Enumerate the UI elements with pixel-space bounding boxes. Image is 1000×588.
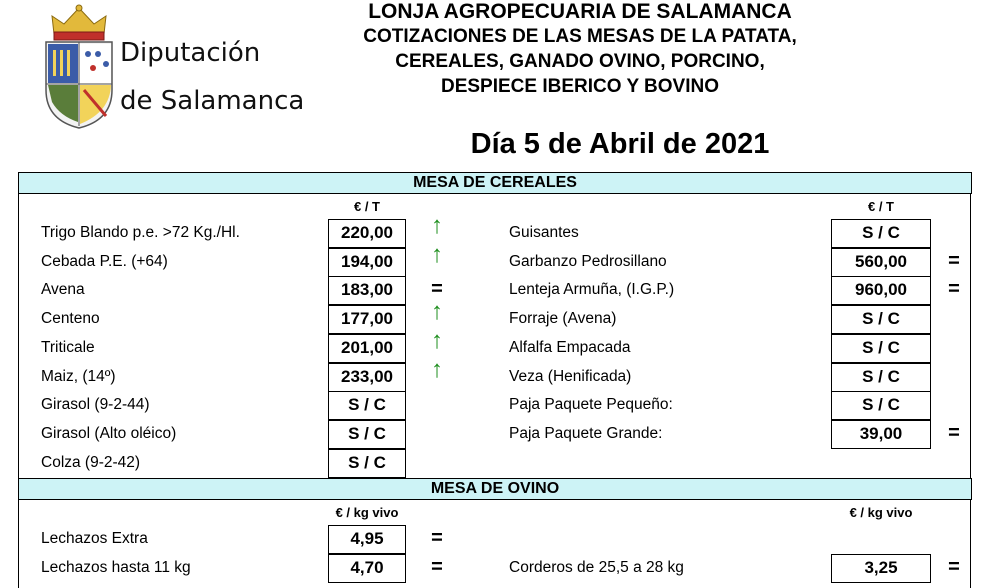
row-label: Triticale: [41, 338, 95, 356]
price-value: S / C: [831, 363, 931, 392]
subtitle-line: DESPIECE IBERICO Y BOVINO: [440, 76, 720, 97]
trend-up-icon: ↑: [431, 212, 443, 239]
subtitle-line: COTIZACIONES DE LAS MESAS DE LA PATATA,: [363, 26, 797, 47]
row-label: Lenteja Armuña, (I.G.P.): [509, 281, 675, 299]
logo-line-1: Diputación: [120, 38, 261, 68]
price-value: 194,00: [328, 248, 406, 277]
trend-equal-icon: =: [948, 249, 960, 272]
row-label: Guisantes: [509, 224, 579, 241]
price-value: S / C: [831, 305, 931, 334]
section-ovino-header: MESA DE OVINO: [18, 478, 972, 500]
subtitle-line: CEREALES, GANADO OVINO, PORCINO,: [395, 51, 765, 72]
price-value: 3,25: [831, 554, 931, 583]
price-value: S / C: [328, 420, 406, 449]
trend-equal-icon: =: [948, 421, 960, 444]
price-value: S / C: [831, 391, 931, 420]
table-border-right: [970, 499, 971, 588]
price-value: 220,00: [328, 219, 406, 248]
trend-up-icon: ↑: [431, 326, 443, 354]
price-value: S / C: [831, 219, 931, 248]
trend-equal-icon: =: [431, 556, 443, 578]
price-value: 4,95: [328, 525, 406, 554]
trend-up-icon: ↑: [431, 298, 443, 326]
price-value: S / C: [328, 449, 406, 478]
trend-up-icon: ↑: [431, 240, 443, 268]
row-label: Maiz, (14º): [41, 367, 116, 385]
table-border-left: [18, 193, 19, 478]
row-label: Colza (9-2-42): [41, 453, 141, 471]
row-label: Avena: [41, 281, 85, 299]
page-title: LONJA AGROPECUARIA DE SALAMANCA: [368, 0, 792, 23]
unit-label-right: € / kg vivo: [849, 505, 913, 520]
row-label: Corderos de 25,5 a 28 kg: [509, 559, 684, 576]
row-label: Lechazos hasta 11 kg: [41, 559, 191, 576]
row-label: Veza (Henificada): [509, 367, 632, 385]
price-value: 177,00: [328, 305, 406, 334]
price-value: 560,00: [831, 248, 931, 277]
table-border-right: [970, 193, 971, 478]
logo-line-2: de Salamanca: [120, 86, 305, 116]
row-label: Girasol (Alto oléico): [41, 424, 177, 442]
unit-label-left: € / kg vivo: [335, 505, 399, 520]
diputacion-logo: [40, 2, 305, 132]
row-label: Centeno: [41, 310, 100, 328]
trend-up-icon: ↑: [431, 355, 443, 383]
row-label: Girasol (9-2-44): [41, 396, 150, 414]
price-value: 183,00: [328, 276, 406, 305]
coat-of-arms-icon: [40, 2, 118, 132]
trend-equal-icon: =: [948, 556, 960, 578]
page-title-block: [300, 0, 860, 99]
price-value: 4,70: [328, 554, 406, 583]
section-cereales-header: MESA DE CEREALES: [18, 172, 972, 194]
price-value: S / C: [328, 391, 406, 420]
trend-equal-icon: =: [948, 278, 960, 301]
row-label: Garbanzo Pedrosillano: [509, 252, 667, 270]
trend-equal-icon: =: [431, 278, 443, 301]
row-label: Forraje (Avena): [509, 310, 617, 328]
report-date: Día 5 de Abril de 2021: [470, 128, 770, 160]
row-label: Lechazos Extra: [41, 530, 148, 547]
table-border-left: [18, 499, 19, 588]
unit-label-right: € / T: [867, 199, 894, 214]
price-value: 960,00: [831, 276, 931, 305]
unit-label-left: € / T: [353, 199, 380, 214]
row-label: Trigo Blando p.e. >72 Kg./Hl.: [41, 224, 240, 241]
price-value: 201,00: [328, 334, 406, 363]
row-label: Alfalfa Empacada: [509, 338, 631, 356]
price-value: 39,00: [831, 420, 931, 449]
trend-equal-icon: =: [431, 527, 443, 549]
row-label: Paja Paquete Grande:: [509, 424, 663, 442]
row-label: Paja Paquete Pequeño:: [509, 396, 673, 414]
price-value: 233,00: [328, 363, 406, 392]
price-value: S / C: [831, 334, 931, 363]
row-label: Cebada P.E. (+64): [41, 252, 168, 270]
